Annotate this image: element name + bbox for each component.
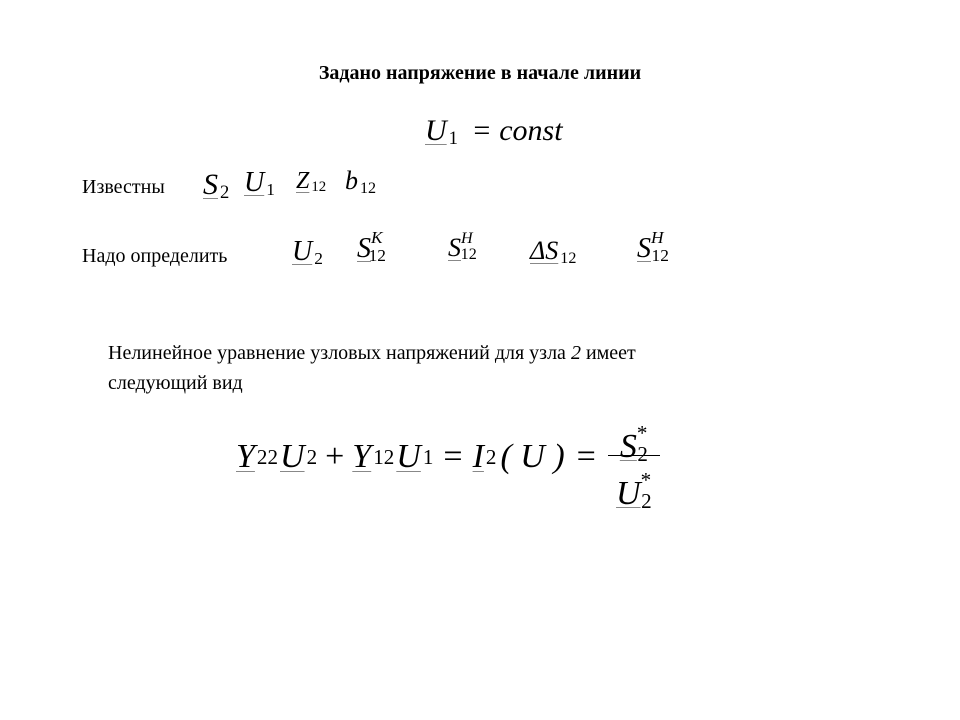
eq-numerator (608, 411, 660, 466)
find-S12H-start-sub: 12 (460, 246, 477, 264)
eq-argument: ( U ) (500, 438, 565, 475)
eq-den-sub: 2 (641, 488, 652, 513)
eq-equals-2: = (576, 438, 596, 475)
description-line2: следующий вид (108, 372, 243, 394)
eq-num-S: S (619, 427, 637, 465)
eq-U1-sub: 1 (422, 444, 434, 469)
find-S12H-start-sup: H (461, 230, 473, 247)
find-dS12 (530, 236, 576, 268)
find-S12K (357, 228, 386, 266)
known-U1-symbol: U (244, 167, 265, 198)
find-label: Надо определить (82, 245, 228, 267)
eq-den-U: U (616, 474, 641, 512)
eq-denominator (608, 456, 660, 513)
find-U2 (292, 236, 323, 269)
find-U2-sub: 2 (314, 248, 323, 268)
find-S12K-symbol: S (357, 232, 371, 264)
eq-num-sub: 2 (637, 441, 648, 466)
eq-Y12: Y (352, 438, 372, 475)
eq-I2-sub: 2 (485, 444, 497, 469)
known-Z12-sub: 12 (311, 179, 327, 196)
eq-den-star: * (640, 467, 652, 492)
find-S12H-end-sup: H (651, 228, 664, 247)
eq-const: = const (471, 114, 563, 147)
given-voltage-equation (425, 114, 563, 150)
eq-Y12-sub: 12 (373, 444, 395, 469)
known-S2-sub: 2 (220, 182, 230, 204)
find-S12K-sup: K (371, 228, 383, 247)
known-b12 (345, 166, 376, 198)
eq-U2: U (280, 438, 305, 475)
eq-sub-1: 1 (448, 128, 458, 150)
find-S12H-end (637, 228, 669, 266)
find-dS12-symbol: ΔS (530, 236, 559, 265)
eq-symbol-U: U (425, 114, 447, 147)
eq-U2-sub: 2 (306, 444, 318, 469)
eq-U1: U (396, 438, 421, 475)
known-U1 (244, 167, 275, 200)
find-S12H-end-symbol: S (637, 232, 651, 264)
known-Z12 (296, 168, 326, 196)
eq-plus: + (325, 438, 345, 475)
find-U2-symbol: U (292, 236, 313, 267)
known-b12-sub: 12 (360, 179, 377, 197)
description-paragraph (108, 338, 636, 398)
eq-num-star: * (636, 420, 648, 445)
find-S12H-start (448, 230, 477, 264)
description-line1-end: имеет (580, 342, 636, 364)
slide-title: Задано напряжение в начале линии (318, 62, 642, 84)
find-S12H-end-sub: 12 (651, 245, 669, 265)
known-b12-symbol: b (345, 166, 358, 195)
known-label: Известны (82, 176, 165, 198)
eq-equals-1: = (443, 438, 463, 475)
description-line1-start: Нелинейное уравнение узловых напряжений для узла (108, 342, 571, 364)
eq-Y22-sub: 22 (256, 444, 278, 469)
nodal-voltage-equation (236, 402, 660, 512)
known-S2-symbol: S (203, 168, 218, 201)
eq-I2: I (472, 438, 484, 475)
eq-fraction (608, 411, 660, 513)
description-node-number: 2 (570, 342, 581, 364)
known-Z12-symbol: Z (296, 168, 310, 194)
eq-Y22: Y (236, 438, 255, 475)
known-S2 (203, 168, 229, 204)
find-S12H-start-symbol: S (448, 232, 461, 262)
find-dS12-sub: 12 (560, 249, 577, 267)
known-U1-sub: 1 (266, 179, 275, 199)
find-S12K-sub: 12 (368, 245, 386, 265)
